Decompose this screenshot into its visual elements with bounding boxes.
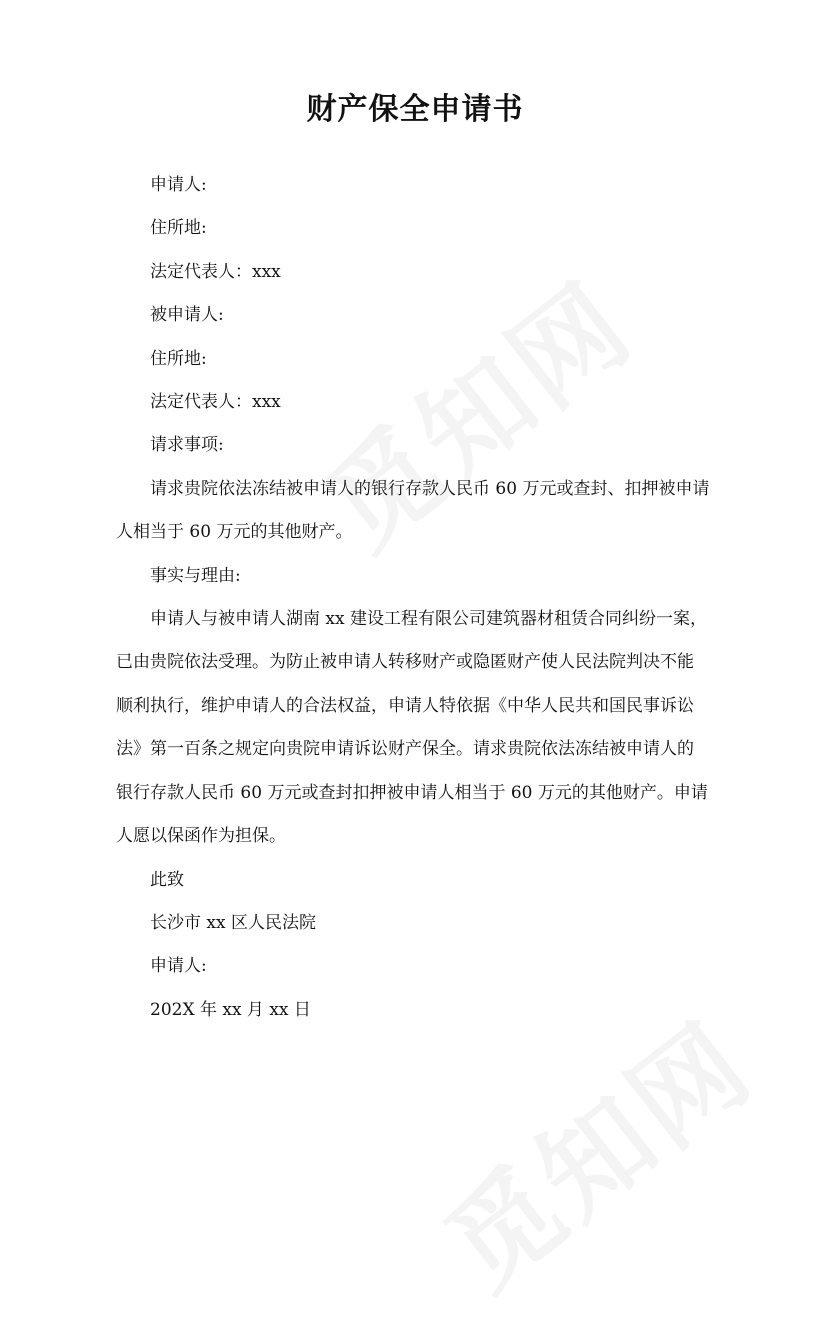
document-body <box>116 164 710 1032</box>
document-title: 财产保全申请书 <box>306 92 524 127</box>
facts-paragraph: 申请人与被申请人湖南 xx 建设工程有限公司建筑器材租赁合同纠纷一案，已由贵院依法受理。为防止被申请人转移财产或隐匿财产使人民法院判决不能顺利执行，维护申请人的合法权益，申请人特依据《中华人民共和国民事诉讼法》第一百条之规定向贵院申请诉讼财产保全。请求贵院依法冻结被申请人的银行存款人民币 60 万元或查封扣押被申请人相当于 60 万元的其他财产。申请人愿以保函作为担保。 <box>116 609 708 847</box>
respondent-address-line: 住所地: <box>150 348 207 369</box>
signature-applicant-line: 申请人: <box>150 956 207 977</box>
claims-paragraph: 请求贵院依法冻结被申请人的银行存款人民币 60 万元或查封、扣押被申请人相当于 60 万元的其他财产。 <box>116 478 710 543</box>
claims-heading: 请求事项: <box>150 435 224 456</box>
applicant-line: 申请人: <box>150 175 207 195</box>
respondent-line: 被申请人: <box>150 305 224 326</box>
salutation-line: 此致 <box>150 869 184 890</box>
date-line: 202X 年 xx 月 xx 日 <box>150 999 311 1020</box>
court-line: 长沙市 xx 区人民法院 <box>150 912 316 933</box>
facts-heading: 事实与理由: <box>150 565 241 586</box>
applicant-address-line: 住所地: <box>150 218 207 239</box>
applicant-representative-line: 法定代表人：xxx <box>150 261 281 282</box>
respondent-representative-line: 法定代表人：xxx <box>150 392 281 413</box>
